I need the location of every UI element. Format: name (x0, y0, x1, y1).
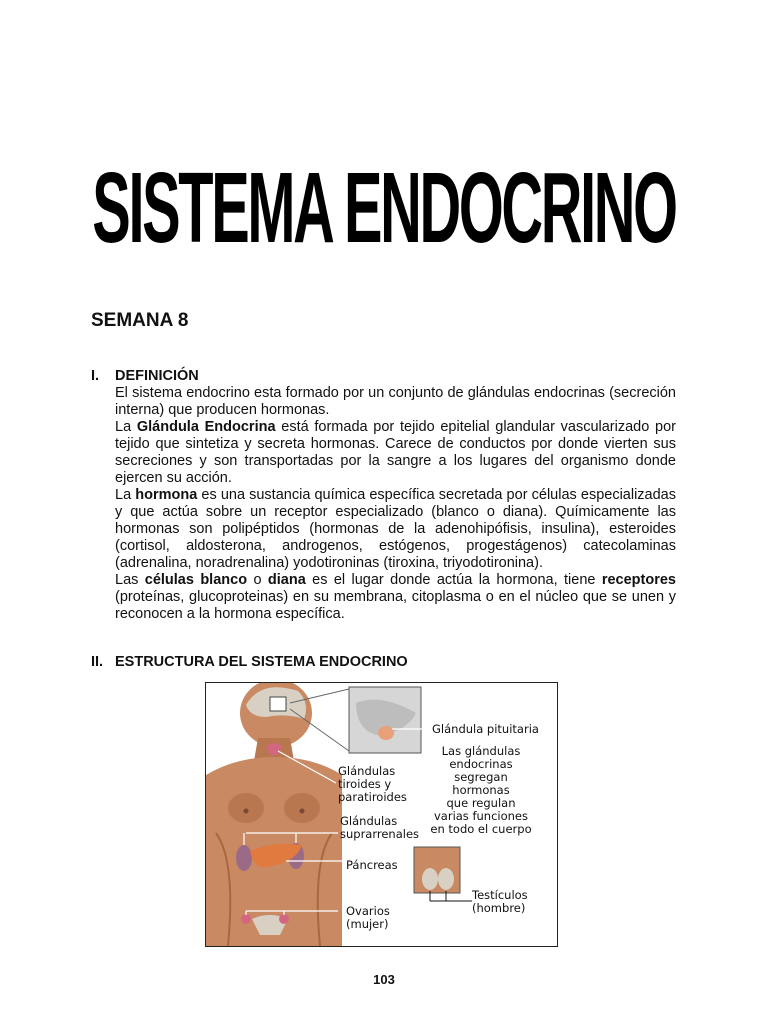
term-glandula-endocrina: Glándula Endocrina (136, 419, 276, 435)
paragraph-glandula: La Glándula Endocrina está formada por tejido epitelial glandular vascularizado por tejido que sintetiza y secreta hormonas. Carece de conductos por donde vierten sus secreciones y son transportadas por la sangre a los lugares del organismo donde ejercen su acción. (115, 419, 676, 486)
section-1-body (115, 385, 676, 623)
paragraph-hormona: La hormona es una sustancia química específica secretada por células especializadas y que actúa sobre un receptor especializado (blanco o diana). Químicamente las hormonas son polipéptidos (hormonas de la adenohipófisis, insulina), esteroides (cortisol, aldosterona, androgenos, estógenos, progestágenos) catecolaminas (adrenalina, noradrenalina) yodotironinas (tiroxina, triyodotironina). (115, 487, 676, 571)
endocrine-system-figure (205, 682, 558, 947)
paragraph-definition: El sistema endocrino esta formado por un conjunto de glándulas endocrinas (secreción interna) que producen hormonas. (115, 385, 676, 418)
label-pancreas: Páncreas (346, 858, 398, 872)
label-pituitaria: Glándula pituitaria (432, 722, 539, 736)
week-heading: SEMANA 8 (91, 310, 189, 331)
section-1-number: I. (91, 368, 100, 384)
section-2-title: ESTRUCTURA DEL SISTEMA ENDOCRINO (115, 654, 408, 670)
kidney-left (236, 845, 252, 871)
term-hormona: hormona (135, 487, 198, 503)
label-testiculos: Testículos (hombre) (472, 888, 528, 915)
paragraph-celulas-blanco: Las células blanco o diana es el lugar donde actúa la hormona, tiene receptores (proteínas, glucoproteinas) en su membrana, citoplasma o en el núcleo que se unen y reconocen a la hormona específica. (115, 572, 676, 622)
section-1-title: DEFINICIÓN (115, 368, 199, 384)
label-suprarrenales: Glándulas suprarrenales (340, 814, 420, 841)
page-number: 103 (373, 972, 395, 987)
ovary-right (279, 914, 289, 924)
term-receptores: receptores (601, 572, 676, 588)
label-intro: Las glándulas endocrinas segregan hormonas que regulan varias funciones en todo el cuerpo (430, 744, 532, 836)
pituitary-marker (270, 697, 286, 711)
term-diana: diana (267, 572, 306, 588)
testicles-inset (414, 847, 460, 893)
page-title: SISTEMA ENDOCRINO (92, 151, 676, 264)
section-2-number: II. (91, 654, 104, 670)
section-2-heading (91, 654, 408, 670)
ovary-left (241, 914, 251, 924)
section-1-heading (91, 368, 199, 384)
term-celulas-blanco: células blanco (144, 572, 248, 588)
label-ovarios: Ovarios (mujer) (346, 904, 390, 931)
label-tiroides: Glándulas tiroides y paratiroides (338, 764, 407, 804)
